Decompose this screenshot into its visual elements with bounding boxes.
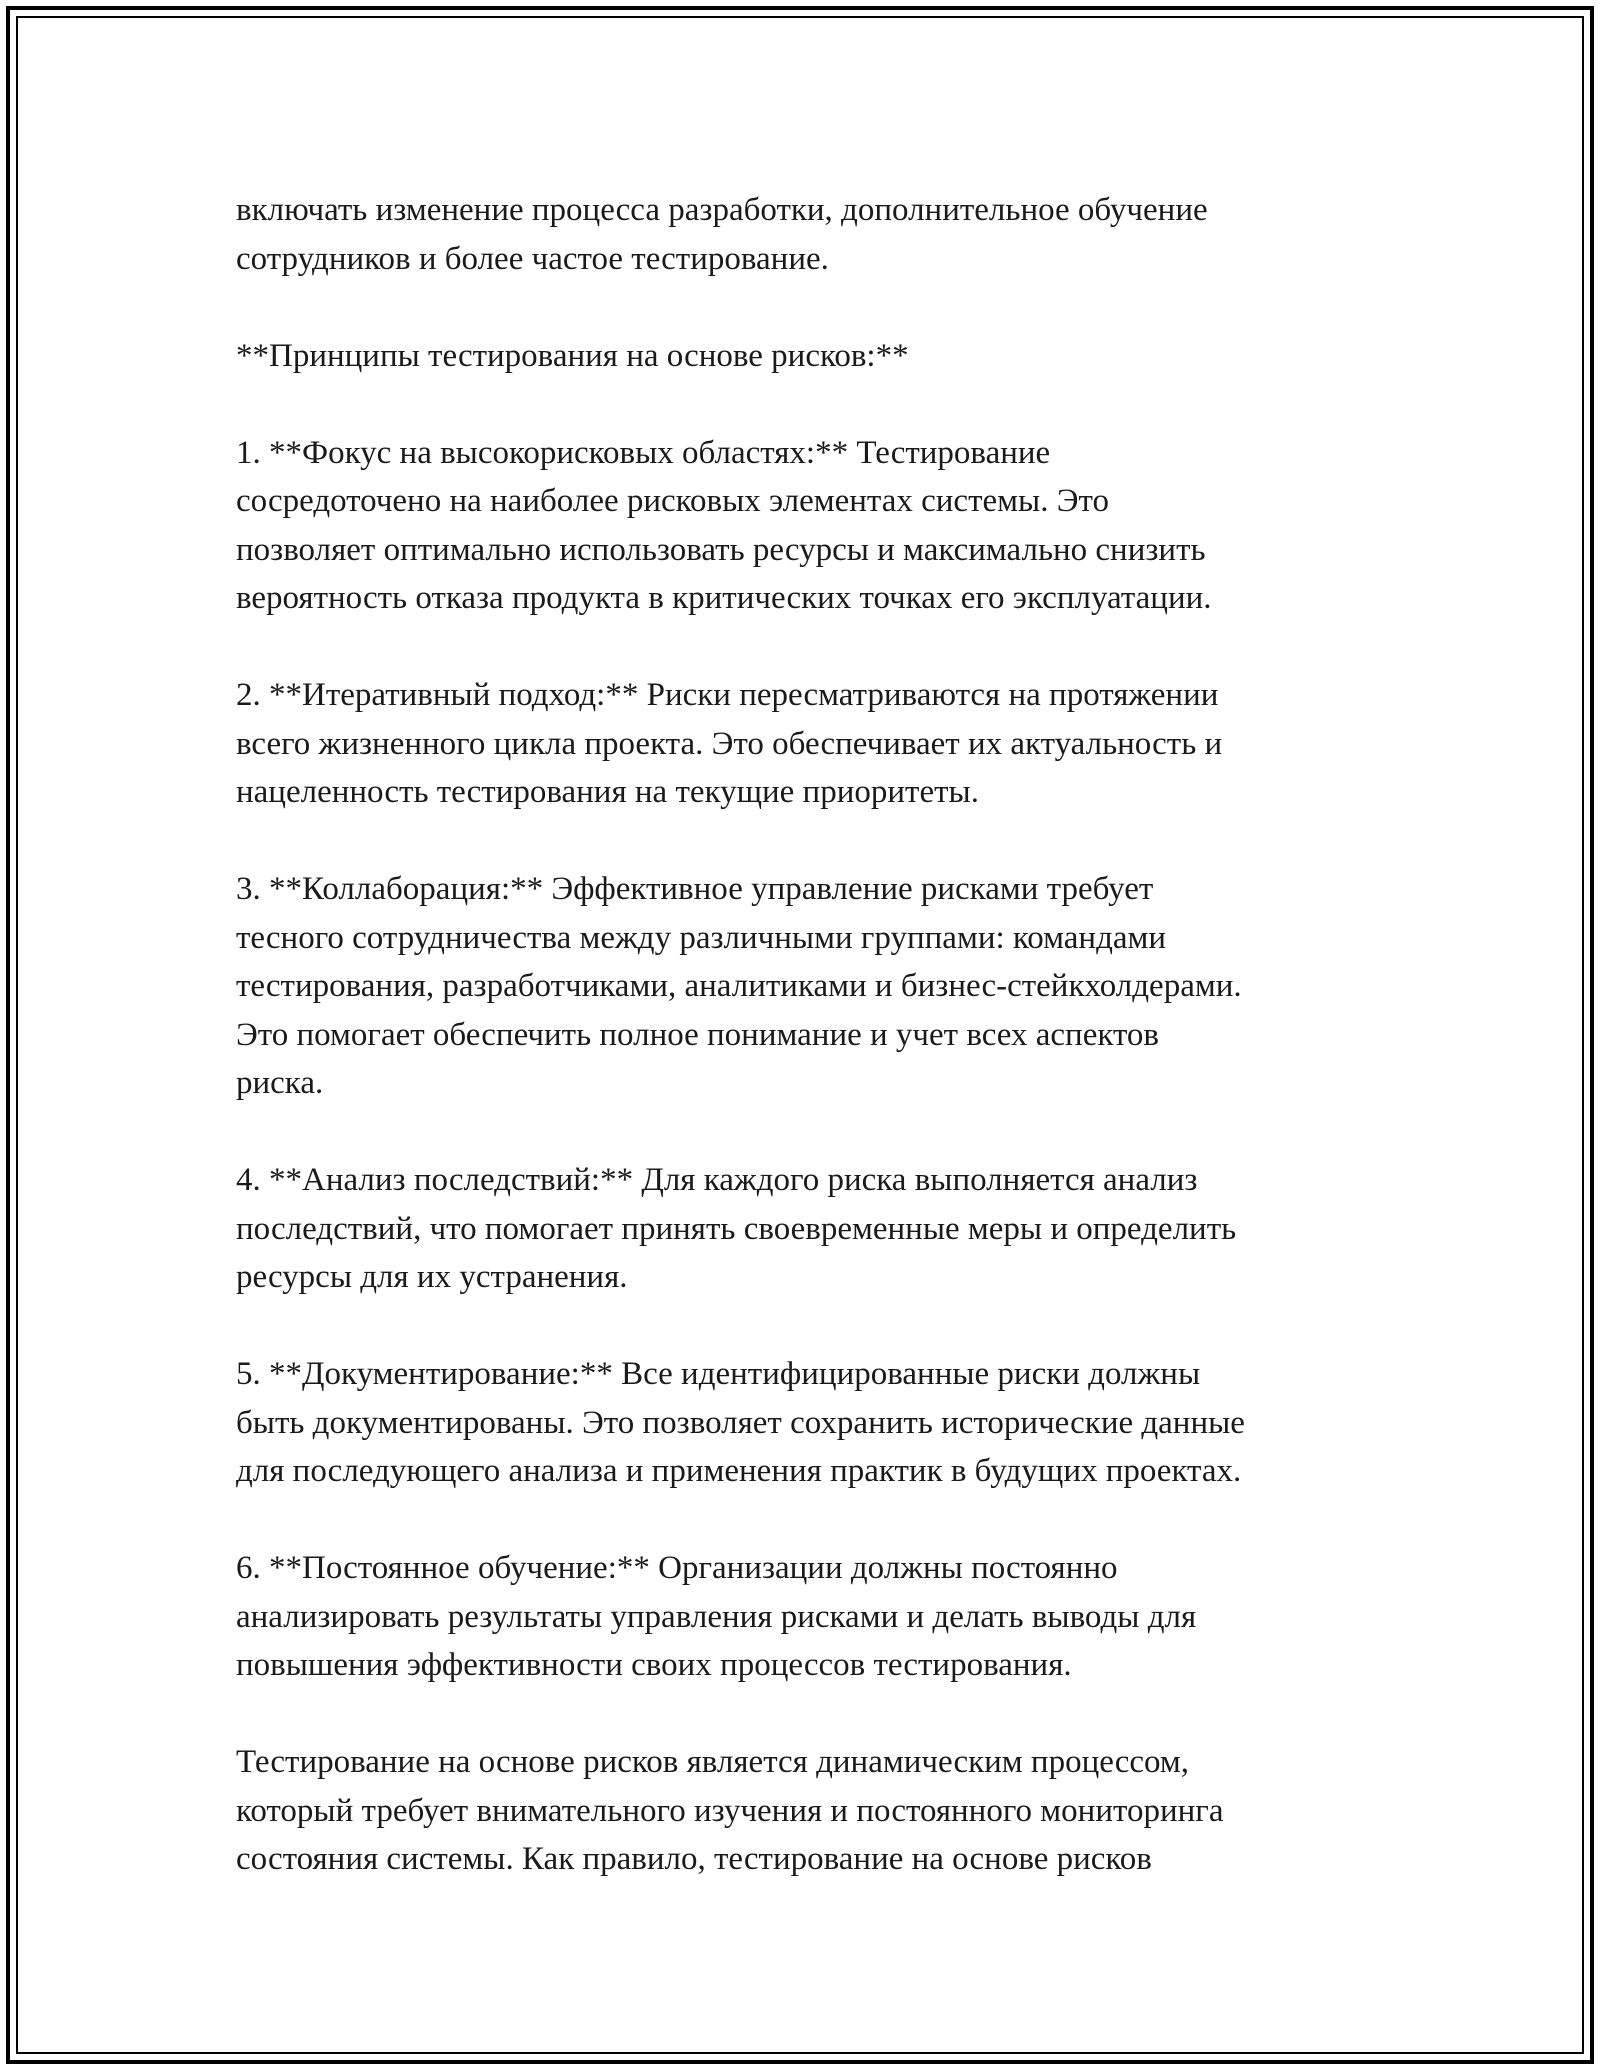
list-item-5: 5. **Документирование:** Все идентифицированные риски должны быть документированы. Это позволяет сохранить исторические данные для последующего анализа и применения практик в будущих проектах. — [236, 1356, 1245, 1489]
document-body — [236, 186, 1396, 1932]
paragraph-conclusion: Тестирование на основе рисков является динамическим процессом, который требует внимательного изучения и постоянного мониторинга состояния системы. Как правило, тестирование на основе рисков — [236, 1744, 1224, 1877]
list-item-6: 6. **Постоянное обучение:** Организации должны постоянно анализировать результаты управления рисками и делать выводы для повышения эффективности своих процессов тестирования. — [236, 1550, 1197, 1683]
list-item-4: 4. **Анализ последствий:** Для каждого риска выполняется анализ последствий, что помогает принять своевременные меры и определить ресурсы для их устранения. — [236, 1162, 1237, 1295]
paragraph-intro-continuation: включать изменение процесса разработки, дополнительное обучение сотрудников и более частое тестирование. — [236, 192, 1208, 277]
list-item-2: 2. **Итеративный подход:** Риски пересматриваются на протяжении всего жизненного цикла проекта. Это обеспечивает их актуальность и нацеленность тестирования на текущие приоритеты. — [236, 677, 1223, 810]
section-heading-principles: **Принципы тестирования на основе рисков:** — [236, 337, 909, 374]
list-item-3: 3. **Коллаборация:** Эффективное управление рисками требует тесного сотрудничества между различными группами: командами тестирования, разработчиками, аналитиками и бизнес-стейкхолдерами. Это помогает обеспечить полное понимание и учет всех аспектов риска. — [236, 871, 1242, 1101]
list-item-1: 1. **Фокус на высокорисковых областях:** Тестирование сосредоточено на наиболее рисковых элементах системы. Это позволяет оптимально использовать ресурсы и максимально снизить вероятность отказа продукта в критических точках его эксплуатации. — [236, 434, 1212, 616]
